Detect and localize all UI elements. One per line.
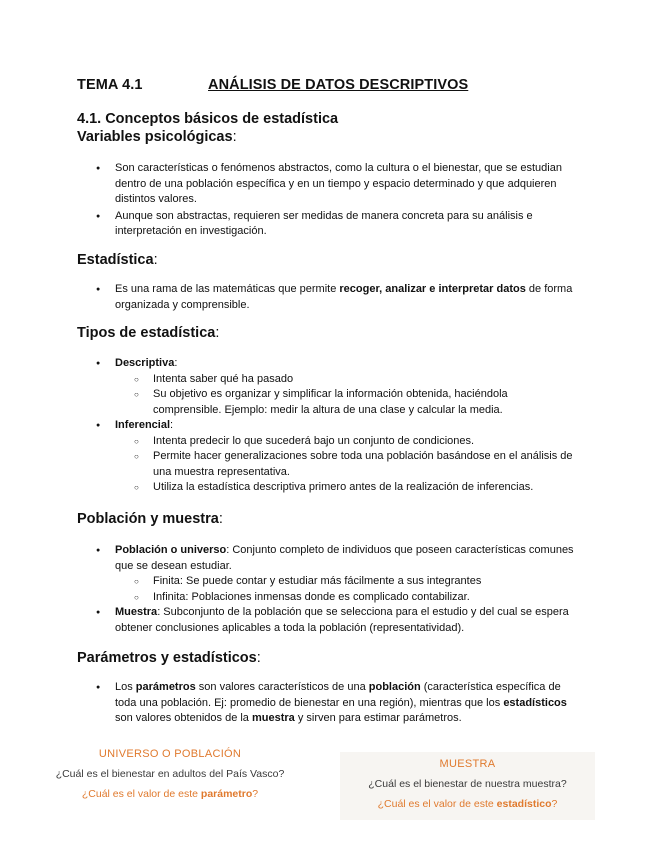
document-title <box>77 77 468 93</box>
parametros-heading-label: Parámetros y estadísticos <box>77 650 257 666</box>
muestra-card-title: MUESTRA <box>439 758 496 770</box>
universo-card <box>40 748 300 820</box>
bold-term: estadístico <box>496 798 552 810</box>
bold-term: Muestra <box>115 606 158 618</box>
bold-term: recoger, analizar e interpretar datos <box>339 283 526 295</box>
variables-list <box>96 161 576 240</box>
muestra-card-question: ¿Cuál es el bienestar de nuestra muestra? <box>368 778 567 790</box>
variables-heading <box>77 129 237 146</box>
estadistica-heading <box>77 252 158 269</box>
bold-term: Población o universo <box>115 544 227 556</box>
text-segment: : <box>170 419 174 431</box>
list-item: ● Son características o fenómenos abstractos, como la cultura o el bienestar, que se estudian dentro de una población específica y en un tiempo y espacio determinado y que adquieren distintos valores. <box>96 161 576 208</box>
poblacion-list <box>96 543 576 636</box>
tipos-heading-label: Tipos de estadística <box>77 325 216 341</box>
bold-term: estadísticos <box>503 696 567 709</box>
descriptiva-sublist <box>115 372 576 419</box>
text-segment: : Subconjunto de la población que se selecciona para el estudio y del cual se espera obtener conclusiones aplicables a toda la población (representatividad). <box>115 606 569 634</box>
list-item-muestra <box>96 605 576 636</box>
sublist-item: ○ Su objetivo es organizar y simplificar la información obtenida, haciéndola comprensible. Ejemplo: medir la altura de una clase y calcular la media. <box>115 387 576 418</box>
bold-term: Descriptiva <box>115 357 175 369</box>
section-heading: 4.1. Conceptos básicos de estadística <box>77 111 339 127</box>
muestra-card-prompt <box>340 798 595 810</box>
muestra-card <box>340 752 595 820</box>
heading-colon: : <box>232 129 237 145</box>
universo-sublist <box>115 574 576 605</box>
text-segment: ¿Cuál es el valor de este <box>81 788 201 800</box>
list-item: ● Aunque son abstractas, requieren ser medidas de manera concreta para su análisis e interpretación en investigación. <box>96 209 576 240</box>
text-segment: : Conjunto completo de individuos que poseen características comunes que se desean estudiar. <box>115 544 574 572</box>
text-segment: ? <box>252 788 259 800</box>
estadistica-heading-label: Estadística <box>77 252 154 268</box>
heading-colon: : <box>215 325 220 341</box>
list-item-inferencial <box>96 418 576 496</box>
text-segment: y sirven para estimar parámetros. <box>294 712 462 724</box>
text-segment: : <box>174 357 178 369</box>
text-segment: de forma organizada y comprensible. <box>115 283 573 311</box>
text-segment: son valores obtenidos de la <box>115 712 252 724</box>
text-segment: Es una rama de las matemáticas que permite <box>115 283 340 295</box>
text-segment: ¿Cuál es el valor de este <box>377 798 497 810</box>
sublist-item: ○ Finita: Se puede contar y estudiar más fácilmente a sus integrantes <box>115 574 576 590</box>
estadistica-list <box>96 282 576 313</box>
parametros-list <box>96 680 576 727</box>
universo-card-title: UNIVERSO O POBLACIÓN <box>98 748 242 760</box>
page-title: ANÁLISIS DE DATOS DESCRIPTIVOS <box>208 77 469 93</box>
list-item-descriptiva <box>96 356 576 418</box>
sublist-item: ○ Intenta saber qué ha pasado <box>115 372 576 388</box>
sublist-item: ○ Infinita: Poblaciones inmensas donde es complicado contabilizar. <box>115 590 576 606</box>
poblacion-heading-label: Población y muestra <box>77 511 219 527</box>
bold-term: parámetros <box>135 681 196 693</box>
inferencial-sublist <box>115 434 576 496</box>
bold-term: muestra <box>251 712 295 724</box>
tipos-list <box>96 356 576 496</box>
heading-colon: : <box>218 511 223 527</box>
sublist-item: ○ Permite hacer generalizaciones sobre toda una población basándose en el análisis de una muestra representativa. <box>115 449 576 480</box>
text-segment: Los <box>115 681 136 693</box>
text-segment: son valores característicos de una <box>195 681 369 693</box>
text-segment: ? <box>551 798 558 810</box>
heading-colon: : <box>153 252 158 268</box>
poblacion-heading <box>77 511 223 528</box>
universo-card-prompt <box>40 788 300 800</box>
heading-colon: : <box>256 650 261 666</box>
universo-card-question: ¿Cuál es el bienestar en adultos del País Vasco? <box>55 768 285 780</box>
list-item <box>96 680 576 727</box>
sublist-item: ○ Intenta predecir lo que sucederá bajo un conjunto de condiciones. <box>115 434 576 450</box>
topic-label: TEMA 4.1 <box>77 77 143 93</box>
bold-term: parámetro <box>200 788 253 800</box>
tipos-heading <box>77 325 219 342</box>
list-item <box>96 282 576 313</box>
sublist-item: ○ Utiliza la estadística descriptiva primero antes de la realización de inferencias. <box>115 480 576 496</box>
bold-term: población <box>368 681 421 693</box>
variables-heading-label: Variables psicológicas <box>77 129 233 145</box>
parametros-heading <box>77 650 261 667</box>
list-item-universo <box>96 543 576 605</box>
bold-term: Inferencial <box>115 419 171 431</box>
text-segment: (característica específica de toda una población. Ej: promedio de bienestar en una región), mientras que los <box>115 681 561 709</box>
